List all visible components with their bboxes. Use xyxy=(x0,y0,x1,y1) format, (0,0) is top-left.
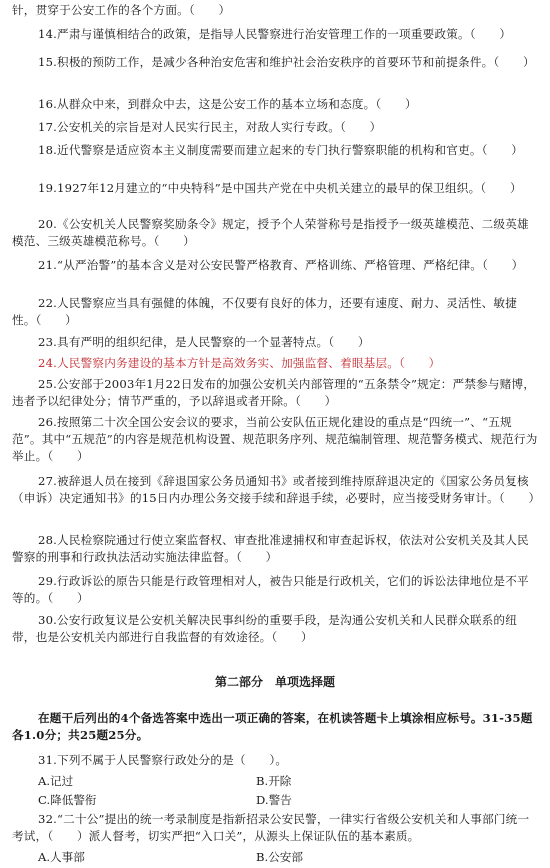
question-32-option-b: B.公安部 xyxy=(256,850,303,864)
question-31-option-d: D.警告 xyxy=(256,793,292,807)
question-31-stem: 31.下列不属于人民警察行政处分的是（ ）。 xyxy=(38,753,288,767)
question-21: 21.“从严治警”的基本含义是对公安民警严格教育、严格训练、严格管理、严格纪律。（ ） xyxy=(38,258,524,272)
question-23: 23.具有严明的组织纪律，是人民警察的一个显著特点。（ ） xyxy=(38,335,370,349)
question-31-option-c: C.降低警衔 xyxy=(38,793,97,807)
question-31-option-a: A.记过 xyxy=(38,774,74,788)
question-30: 30.公安行政复议是公安机关解决民事纠纷的重要手段，是沟通公安机关和人民群众联系的纽带，也是公安机关内部进行自我监督的有效途径。（ ） xyxy=(12,613,517,644)
question-16: 16.从群众中来，到群众中去，这是公安工作的基本立场和态度。（ ） xyxy=(38,97,417,111)
part-two-heading: 第二部分 单项选择题 xyxy=(214,675,335,689)
question-32-stem: 32.“二十公”提出的统一考录制度是指新招录公安民警，一律实行省级公安机关和人事部门统一考试，（ ）派人督考，切实严把“入口关”，从源头上保证队伍的基本素质。 xyxy=(12,812,530,843)
question-24: 24.人民警察内务建设的基本方针是高效务实、加强监督、着眼基层。（ ） xyxy=(38,356,441,370)
question-27: 27.被辞退人员在接到《辞退国家公务员通知书》或者接到维持原辞退决定的《国家公务员复核（申诉）决定通知书》的15日内办理公务交接手续和辞退手续，必要时，应当接受财务审计。（ ） xyxy=(12,474,541,505)
question-17: 17.公安机关的宗旨是对人民实行民主，对敌人实行专政。（ ） xyxy=(38,120,382,134)
part-two-instructions: 在题干后列出的4个备选答案中选出一项正确的答案，在机读答题卡上填涂相应标号。31-35题各1.0分；共25题25分。 xyxy=(12,711,533,742)
question-19: 19.1927年12月建立的“中央特科”是中国共产党在中央机关建立的最早的保卫组织。（ ） xyxy=(38,181,522,195)
question-28: 28.人民检察院通过行使立案监督权、审查批准逮捕权和审查起诉权，依法对公安机关及其人民警察的刑事和行政执法活动实施法律监督。（ ） xyxy=(12,533,529,564)
question-31-option-b: B.开除 xyxy=(256,774,292,788)
question-18: 18.近代警察是适应资本主义制度需要而建立起来的专门执行警察职能的机构和官吏。（ ） xyxy=(38,143,523,157)
question-20: 20.《公安机关人民警察奖励条令》规定，授予个人荣誉称号是指授予一级英雄模范、二级英雄模范、三级英雄模范称号。（ ） xyxy=(12,217,529,248)
question-13-cont: 针，贯穿于公安工作的各个方面。（ ） xyxy=(12,3,231,17)
question-14: 14.严肃与谨慎相结合的政策，是指导人民警察进行治安管理工作的一项重要政策。（ ） xyxy=(38,27,512,41)
question-15: 15.积极的预防工作，是减少各种治安危害和维护社会治安秩序的首要环节和前提条件。（ ） xyxy=(38,55,535,69)
question-22: 22.人民警察应当具有强健的体魄，不仅要有良好的体力，还要有速度、耐力、灵活性、敏捷性。（ ） xyxy=(12,296,517,327)
question-25: 25.公安部于2003年1月22日发布的加强公安机关内部管理的“五条禁令”规定：严禁参与赌博，违者予以纪律处分；情节严重的，予以辞退或者开除。（ ） xyxy=(12,377,536,408)
question-29: 29.行政诉讼的原告只能是行政管理相对人，被告只能是行政机关，它们的诉讼法律地位是不平等的。（ ） xyxy=(12,574,529,605)
question-32-option-a: A.人事部 xyxy=(38,850,85,864)
question-26: 26.按照第二十次全国公安会议的要求，当前公安队伍正规化建设的重点是“四统一”、“五规范”。其中“五规范”的内容是规范机构设置、规范职务序列、规范编制管理、规范警务模式、规范行为举止。（ ） xyxy=(12,415,538,463)
